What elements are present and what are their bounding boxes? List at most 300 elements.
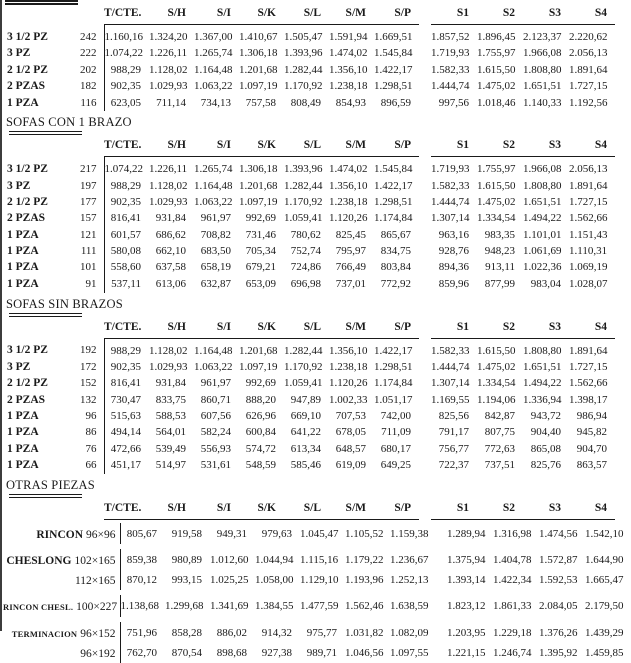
price-value: 1.356,10	[329, 63, 368, 76]
column-header: S/I	[194, 500, 239, 520]
price-value: 854,93	[335, 96, 366, 109]
price-value: 711,09	[381, 426, 411, 439]
price-value: 556,93	[200, 442, 231, 455]
price-value: 904,70	[576, 442, 607, 455]
piece-size-number: 111	[64, 243, 104, 259]
price-value: 1.265,74	[194, 47, 233, 60]
piece-label: 2 PZAS	[7, 393, 46, 406]
section-title-text: SOFAS SIN BRAZOS	[6, 296, 123, 311]
price-value: 1.582,33	[431, 179, 470, 192]
piece-label: 3 1/2 PZ	[7, 162, 48, 175]
price-value: 1.029,93	[149, 360, 188, 373]
price-value: 724,86	[290, 261, 321, 274]
piece-label: 1 PZA	[7, 245, 39, 258]
price-value: 1.644,90	[585, 554, 624, 567]
price-value: 1.891,64	[569, 63, 608, 76]
table-otras-piezas-rincon-cheslong	[2, 595, 631, 616]
price-value: 1.058,00	[255, 573, 294, 586]
price-value: 1.074,22	[104, 163, 143, 176]
price-value: 877,99	[484, 277, 515, 290]
price-value: 1.755,97	[477, 47, 516, 60]
group-gap	[419, 95, 431, 111]
piece-dimensions: 102×165	[74, 555, 116, 568]
price-value: 1.592,53	[539, 573, 578, 586]
column-header: S/K	[239, 500, 284, 520]
price-value: 683,50	[200, 245, 231, 258]
column-header: S2	[477, 500, 523, 520]
price-value: 870,12	[126, 573, 157, 586]
price-value: 780,62	[290, 228, 321, 241]
group-gap	[419, 276, 431, 292]
group-gap	[419, 25, 431, 46]
price-value: 619,09	[335, 459, 366, 472]
piece-label	[2, 622, 120, 643]
table-otras-piezas-cheslong	[2, 549, 631, 590]
price-value: 539,49	[155, 442, 186, 455]
price-value: 1.422,34	[493, 573, 532, 586]
price-value: 927,38	[261, 646, 292, 659]
column-header: T/CTE.	[104, 500, 149, 520]
piece-size-number: 76	[64, 441, 104, 457]
price-value: 963,16	[438, 228, 469, 241]
column-header: S/L	[284, 319, 329, 339]
group-gap	[419, 227, 431, 243]
price-value: 1.170,92	[284, 80, 323, 93]
price-value: 1.474,02	[329, 163, 368, 176]
piece-size-number: 121	[64, 227, 104, 243]
piece-size-number: 96	[64, 408, 104, 424]
price-value: 1.097,19	[239, 80, 278, 93]
price-value: 607,56	[200, 410, 231, 422]
price-value: 1.063,22	[194, 360, 233, 373]
price-value: 1.174,84	[374, 377, 413, 390]
price-value: 2.123,37	[523, 31, 562, 43]
price-row	[2, 425, 615, 441]
header-group-gap	[419, 5, 431, 25]
price-value: 1.128,02	[149, 63, 188, 76]
price-value: 1.229,18	[493, 626, 532, 639]
price-value: 1.615,50	[477, 63, 516, 76]
price-value: 1.170,92	[284, 195, 323, 208]
column-header: T/CTE.	[104, 319, 149, 339]
column-header: S/L	[284, 5, 329, 25]
price-value: 662,10	[155, 245, 186, 258]
price-value: 1.966,08	[523, 163, 562, 176]
price-value: 1.477,59	[300, 600, 339, 613]
price-value: 870,54	[171, 646, 202, 659]
price-value: 1.808,80	[523, 344, 562, 357]
price-value: 1.891,64	[569, 179, 608, 192]
price-value: 949,31	[216, 527, 247, 540]
price-value: 669,10	[290, 410, 321, 422]
piece-label: 3 1/2 PZ	[7, 344, 48, 357]
column-header: S/L	[284, 137, 329, 157]
price-value: 658,19	[200, 261, 231, 274]
price-value: 1.097,19	[239, 195, 278, 208]
group-gap	[419, 78, 431, 94]
price-value: 1.097,19	[239, 360, 278, 373]
price-value: 558,60	[110, 261, 141, 274]
price-value: 1.201,68	[239, 179, 278, 192]
piece-label: 1 PZA	[7, 277, 39, 290]
price-value: 1.422,17	[374, 179, 413, 192]
price-value: 859,96	[438, 277, 469, 290]
price-value: 1.444,74	[431, 195, 470, 208]
piece-label: 1 PZA	[7, 410, 39, 422]
price-value: 531,61	[200, 459, 231, 472]
group-gap	[419, 46, 431, 62]
price-value: 1.341,69	[210, 600, 249, 613]
price-value: 1.474,02	[329, 47, 368, 60]
price-value: 1.444,74	[431, 80, 470, 93]
group-gap	[419, 457, 431, 473]
group-gap	[419, 62, 431, 78]
table-otras-piezas-terminacion	[2, 622, 631, 663]
piece-name: CHESLONG	[6, 555, 72, 568]
price-row	[2, 260, 615, 276]
price-value: 983,35	[484, 228, 515, 241]
price-row	[2, 549, 631, 570]
price-value: 1.051,17	[374, 393, 413, 406]
price-value: 737,01	[335, 277, 366, 290]
piece-label: 1 PZA	[7, 261, 39, 274]
price-value: 1.651,51	[523, 195, 562, 208]
header-group-gap	[419, 319, 431, 339]
price-value: 1.022,36	[523, 261, 562, 274]
price-value: 1.651,51	[523, 360, 562, 373]
column-header-row	[2, 137, 615, 157]
price-value: 961,97	[200, 377, 231, 390]
price-value: 931,84	[155, 212, 186, 225]
piece-dimensions: 96×152	[80, 627, 116, 640]
price-value: 1.169,55	[431, 393, 470, 406]
price-value: 833,75	[155, 393, 186, 406]
price-value: 1.159,38	[390, 527, 429, 540]
price-row	[2, 243, 615, 259]
price-value: 1.591,94	[329, 31, 368, 43]
price-value: 943,72	[530, 410, 561, 422]
group-gap	[419, 243, 431, 259]
price-value: 1.891,64	[569, 344, 608, 357]
group-gap	[435, 595, 447, 616]
table-sofas-con-1-brazo	[2, 137, 615, 292]
price-row	[2, 595, 631, 616]
price-value: 1.164,48	[194, 63, 233, 76]
price-value: 1.192,56	[569, 96, 608, 109]
piece-label	[2, 643, 120, 663]
price-value: 1.542,10	[585, 527, 624, 540]
column-header: S/M	[329, 137, 374, 157]
price-value: 711,14	[156, 96, 186, 109]
group-gap	[419, 359, 431, 375]
price-value: 762,70	[126, 646, 157, 659]
price-value: 1.494,22	[523, 212, 562, 225]
price-value: 678,05	[335, 426, 366, 439]
price-value: 515,63	[110, 410, 141, 422]
price-value: 1.444,74	[431, 360, 470, 373]
header-spacer	[64, 319, 104, 339]
price-value: 1.808,80	[523, 63, 562, 76]
piece-label: 1 PZA	[7, 459, 39, 472]
price-row	[2, 622, 631, 643]
piece-size-number: 217	[64, 157, 104, 178]
price-value: 1.160,16	[104, 31, 143, 43]
table-sofas-sin-brazos	[2, 319, 615, 474]
price-value: 975,77	[306, 626, 337, 639]
price-value: 2.179,50	[585, 600, 624, 613]
column-header: S3	[523, 319, 569, 339]
price-value: 1.475,02	[477, 360, 516, 373]
column-header: S/P	[374, 137, 419, 157]
column-header: S4	[569, 500, 615, 520]
price-value: 1.110,31	[569, 245, 608, 258]
price-value: 816,41	[110, 212, 141, 225]
price-value: 1.393,14	[447, 573, 486, 586]
group-gap	[419, 157, 431, 178]
price-value: 931,84	[155, 377, 186, 390]
section-title-sofas-sin-brazos	[2, 293, 631, 317]
price-row	[2, 157, 615, 178]
price-value: 1.307,14	[431, 377, 470, 390]
column-header: S/L	[284, 500, 329, 520]
price-value: 601,57	[110, 228, 141, 241]
price-value: 1.044,94	[255, 554, 294, 567]
price-value: 1.336,94	[523, 393, 562, 406]
price-value: 1.384,55	[255, 600, 294, 613]
price-value: 1.475,02	[477, 195, 516, 208]
price-value: 993,15	[171, 573, 202, 586]
column-header: S/K	[239, 5, 284, 25]
price-value: 1.128,02	[149, 179, 188, 192]
price-value: 1.265,74	[194, 163, 233, 176]
price-row	[2, 359, 615, 375]
column-header: S/P	[374, 500, 419, 520]
price-value: 686,62	[155, 228, 186, 241]
price-row	[2, 392, 615, 408]
column-header-row	[2, 500, 615, 520]
price-value: 514,97	[155, 459, 186, 472]
price-value: 1.562,66	[569, 377, 608, 390]
price-value: 637,58	[155, 261, 186, 274]
price-value: 1.059,41	[284, 377, 323, 390]
price-value: 1.025,25	[210, 573, 249, 586]
piece-size-number: 66	[64, 457, 104, 473]
price-value: 1.367,00	[194, 31, 233, 43]
price-value: 992,69	[245, 377, 276, 390]
group-gap	[419, 178, 431, 194]
price-value: 1.582,33	[431, 344, 470, 357]
column-header: S2	[477, 137, 523, 157]
price-value: 1.393,96	[284, 47, 323, 60]
price-value: 1.719,93	[431, 163, 470, 176]
piece-label	[2, 595, 120, 616]
price-value: 1.306,18	[239, 47, 278, 60]
column-header: S/P	[374, 5, 419, 25]
column-header: S2	[477, 5, 523, 25]
piece-dimensions: 112×165	[74, 574, 116, 587]
price-value: 582,24	[200, 426, 231, 439]
piece-dimensions: 96×96	[86, 528, 116, 541]
price-value: 2.056,13	[569, 47, 608, 60]
price-value: 980,89	[171, 554, 202, 567]
price-value: 1.299,68	[165, 600, 204, 613]
price-value: 834,75	[380, 245, 411, 258]
price-row	[2, 441, 615, 457]
price-value: 1.120,26	[329, 377, 368, 390]
price-row	[2, 194, 615, 210]
piece-size-number: 222	[64, 46, 104, 62]
piece-size-number: 192	[64, 338, 104, 359]
price-value: 1.101,01	[523, 228, 562, 241]
piece-label: 3 1/2 PZ	[7, 30, 48, 43]
price-value: 1.282,44	[284, 344, 323, 357]
price-value: 1.375,94	[447, 554, 486, 567]
price-value: 1.203,95	[447, 626, 486, 639]
price-value: 1.393,96	[284, 163, 323, 176]
piece-size-number: 86	[64, 425, 104, 441]
clipped-title-double-underline	[5, 0, 78, 5]
piece-label: 3 PZ	[7, 360, 31, 373]
price-value: 649,25	[380, 459, 411, 472]
piece-label	[2, 571, 120, 591]
price-value: 904,40	[530, 426, 561, 439]
group-gap	[435, 571, 447, 591]
column-header: S4	[569, 319, 615, 339]
price-value: 791,17	[438, 426, 469, 439]
price-value: 1.404,78	[493, 554, 532, 567]
piece-label: 1 PZA	[7, 426, 39, 439]
piece-size-number: 202	[64, 62, 104, 78]
price-value: 865,08	[530, 442, 561, 455]
piece-size-number: 132	[64, 392, 104, 408]
price-value: 1.061,69	[523, 245, 562, 258]
piece-label: 1 PZA	[7, 442, 39, 455]
header-group-gap	[419, 500, 431, 520]
price-value: 1.120,26	[329, 212, 368, 225]
price-row	[2, 95, 615, 111]
price-value: 1.439,29	[585, 626, 624, 639]
price-value: 648,57	[335, 442, 366, 455]
price-value: 988,29	[110, 63, 141, 76]
section-title-double-underline	[9, 494, 82, 498]
price-value: 1.097,55	[390, 646, 429, 659]
price-value: 1.002,33	[329, 393, 368, 406]
price-value: 1.398,17	[569, 393, 608, 406]
price-value: 986,94	[576, 410, 607, 422]
column-header: S/K	[239, 137, 284, 157]
price-row	[2, 46, 615, 62]
price-value: 888,20	[245, 393, 276, 406]
price-value: 1.861,33	[493, 600, 532, 613]
column-header: S3	[523, 5, 569, 25]
price-value: 1.474,56	[539, 527, 578, 540]
price-value: 1.307,14	[431, 212, 470, 225]
price-value: 1.029,93	[149, 195, 188, 208]
piece-name: RINCON	[36, 528, 83, 541]
table-otras-piezas-rincon	[2, 523, 631, 544]
column-header: S1	[431, 319, 477, 339]
price-value: 1.129,10	[300, 573, 339, 586]
table-otras-piezas-header	[2, 500, 615, 520]
header-spacer	[64, 500, 104, 520]
price-value: 680,17	[380, 442, 411, 455]
price-value: 564,01	[155, 426, 186, 439]
price-value: 1.494,22	[523, 377, 562, 390]
price-value: 731,46	[245, 228, 276, 241]
piece-name: TERMINACION	[11, 628, 78, 639]
price-value: 1.475,02	[477, 80, 516, 93]
price-value: 992,69	[245, 212, 276, 225]
price-value: 1.966,08	[523, 47, 562, 60]
piece-size-number: 242	[64, 25, 104, 46]
price-value: 1.193,96	[345, 573, 384, 586]
price-value: 1.031,82	[345, 626, 384, 639]
group-gap	[435, 523, 447, 544]
price-value: 858,28	[171, 626, 202, 639]
price-value: 1.808,80	[523, 179, 562, 192]
column-header: S/M	[329, 500, 374, 520]
piece-label	[2, 523, 120, 544]
price-value: 1.226,11	[149, 47, 188, 60]
price-value: 896,59	[380, 96, 411, 109]
price-value: 1.063,22	[194, 80, 233, 93]
price-value: 1.282,44	[284, 179, 323, 192]
piece-dimensions: 100×227	[76, 601, 118, 614]
price-value: 1.164,48	[194, 179, 233, 192]
group-gap	[419, 260, 431, 276]
price-value: 472,66	[110, 442, 141, 455]
price-value: 989,71	[306, 646, 337, 659]
price-value: 722,37	[438, 459, 469, 472]
column-header: S/H	[149, 5, 194, 25]
price-value: 1.334,54	[477, 377, 516, 390]
price-value: 1.063,22	[194, 195, 233, 208]
price-value: 1.422,17	[374, 344, 413, 357]
price-value: 580,08	[110, 245, 141, 258]
price-value: 842,87	[484, 410, 515, 422]
price-value: 1.236,67	[390, 554, 429, 567]
price-row	[2, 643, 631, 663]
price-value: 751,96	[126, 626, 157, 639]
piece-name: RINCON CHESL.	[3, 602, 74, 613]
price-value: 679,21	[245, 261, 276, 274]
section-title-text: OTRAS PIEZAS	[6, 477, 95, 492]
price-value: 1.282,44	[284, 63, 323, 76]
price-value: 919,58	[171, 527, 202, 540]
price-value: 1.306,18	[239, 163, 278, 176]
header-group-gap	[419, 137, 431, 157]
column-header: S/H	[149, 500, 194, 520]
price-value: 1.226,11	[149, 163, 188, 176]
price-value: 979,63	[261, 527, 292, 540]
price-row	[2, 178, 615, 194]
price-value: 902,35	[110, 195, 141, 208]
price-value: 894,36	[438, 261, 469, 274]
price-value: 1.238,18	[329, 195, 368, 208]
price-value: 1.356,10	[329, 344, 368, 357]
price-value: 859,38	[126, 554, 157, 567]
price-row	[2, 408, 615, 424]
column-header: S4	[569, 5, 615, 25]
price-value: 653,09	[245, 277, 276, 290]
price-value: 961,97	[200, 212, 231, 225]
price-value: 2.084,05	[539, 600, 578, 613]
piece-label: 2 PZAS	[7, 80, 46, 93]
price-value: 537,11	[111, 277, 141, 290]
price-value: 1.376,26	[539, 626, 578, 639]
price-row	[2, 25, 615, 46]
price-value: 1.170,92	[284, 360, 323, 373]
